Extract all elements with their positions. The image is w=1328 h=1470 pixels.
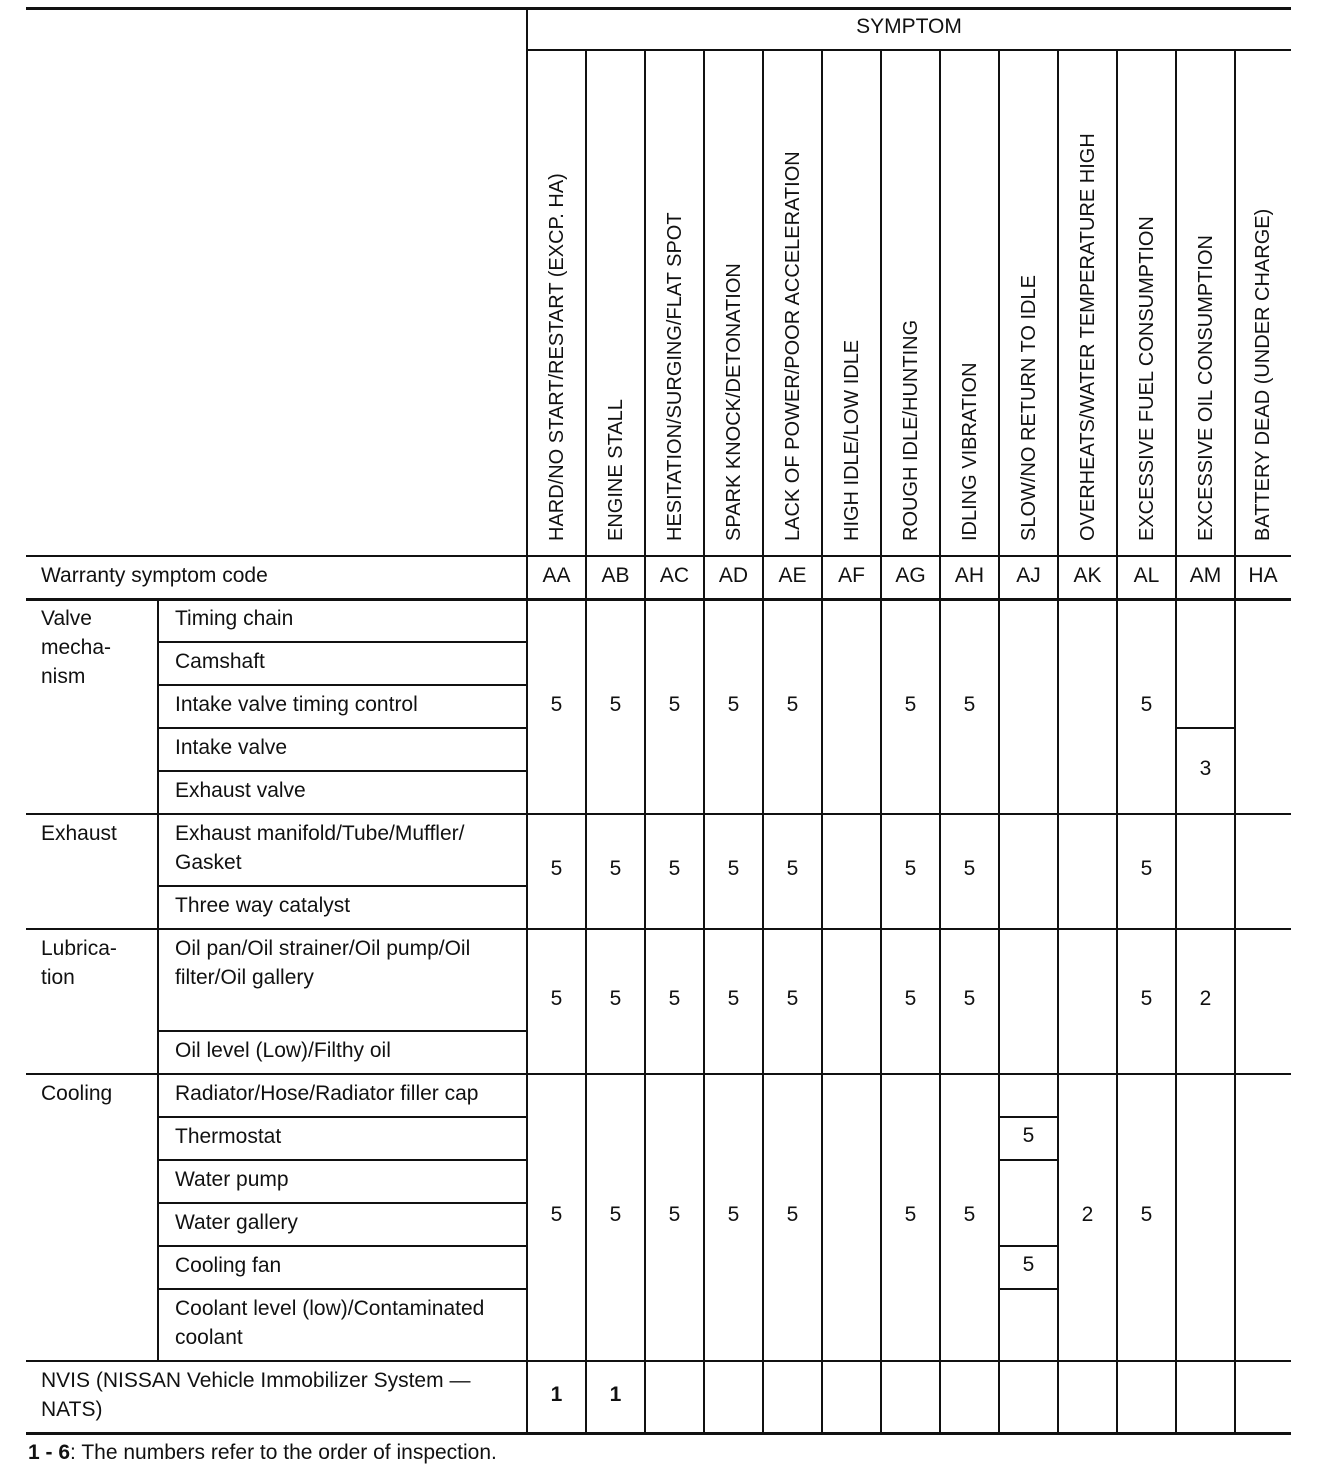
value-lubrication-ab: 5 [609, 987, 622, 1010]
item-three-way-catalyst: Three way catalyst [175, 894, 351, 917]
item-timing-chain: Timing chain [175, 607, 294, 630]
footnote [28, 1441, 497, 1465]
item-oil-pan: filter/Oil gallery [175, 966, 314, 989]
value-exhaust-ac: 5 [668, 857, 681, 880]
value-lubrication-al: 5 [1140, 987, 1153, 1010]
warranty-code-label: Warranty symptom code [41, 564, 268, 587]
column-rule [157, 1074, 159, 1361]
value-exhaust-ad: 5 [727, 857, 740, 880]
value-cooling-ag: 5 [904, 1203, 917, 1226]
item-water-gallery: Water gallery [175, 1211, 298, 1234]
row-rule [158, 1030, 527, 1032]
column-rule [1057, 50, 1059, 1433]
row-rule [158, 1288, 527, 1290]
value-valve-ag: 5 [904, 693, 917, 716]
value-cooling-al: 5 [1140, 1203, 1153, 1226]
value-cooling-ac: 5 [668, 1203, 681, 1226]
value-cooling-ak: 2 [1081, 1203, 1094, 1226]
value-exhaust-ah: 5 [963, 857, 976, 880]
group-label-valve-mechanism: Valve [41, 607, 92, 630]
footnote-text: : The numbers refer to the order of inspection. [70, 1441, 497, 1464]
value-lubrication-ae: 5 [786, 987, 799, 1010]
warranty-code-aa: AA [542, 564, 571, 587]
column-header-aj: SLOW/NO RETURN TO IDLE [1017, 275, 1040, 541]
column-rule [1175, 50, 1177, 1433]
value-exhaust-aa: 5 [550, 857, 563, 880]
column-rule [157, 929, 159, 1074]
value-valve-ab: 5 [609, 693, 622, 716]
item-coolant-level: Coolant level (low)/Contaminated [175, 1297, 485, 1320]
row-rule [26, 1073, 1291, 1075]
item-cooling-fan: Cooling fan [175, 1254, 282, 1277]
group-label-valve-mechanism: mecha- [41, 636, 112, 659]
warranty-code-ac: AC [659, 564, 690, 587]
value-valve-ad: 5 [727, 693, 740, 716]
value-lubrication-ad: 5 [727, 987, 740, 1010]
column-rule [526, 8, 528, 1433]
column-rule [157, 814, 159, 929]
value-nvis-ab: 1 [609, 1383, 622, 1406]
group-label-lubrication: Lubrica- [41, 937, 117, 960]
row-rule [158, 1245, 527, 1247]
item-oil-pan: Oil pan/Oil strainer/Oil pump/Oil [175, 937, 471, 960]
warranty-code-ad: AD [718, 564, 749, 587]
value-valve-aa: 5 [550, 693, 563, 716]
column-rule [644, 50, 646, 1433]
value-exhaust-ag: 5 [904, 857, 917, 880]
column-header-ab: ENGINE STALL [604, 399, 627, 541]
item-thermostat: Thermostat [175, 1125, 282, 1148]
value-valve-ae: 5 [786, 693, 799, 716]
row-rule [158, 641, 527, 643]
item-intake-valve: Intake valve [175, 736, 288, 759]
row-rule [1176, 727, 1235, 729]
column-header-am: EXCESSIVE OIL CONSUMPTION [1194, 235, 1217, 541]
column-rule [880, 50, 882, 1433]
row-rule [26, 1432, 1291, 1435]
row-rule [158, 684, 527, 686]
footnote-range: 1 - 6 [28, 1441, 71, 1464]
column-header-aa: HARD/NO START/RESTART (EXCP. HA) [545, 173, 568, 541]
row-rule [26, 7, 1291, 10]
row-rule [999, 1288, 1058, 1290]
value-cooling-aj-thermostat: 5 [1022, 1124, 1035, 1147]
row-rule [158, 1159, 527, 1161]
item-exhaust-valve: Exhaust valve [175, 779, 306, 802]
warranty-code-aj: AJ [1016, 564, 1041, 587]
row-rule [999, 1159, 1058, 1161]
warranty-code-am: AM [1189, 564, 1222, 587]
column-rule [762, 50, 764, 1433]
value-lubrication-am: 2 [1199, 987, 1212, 1010]
warranty-code-ha: HA [1248, 564, 1278, 587]
item-exhaust-manifold: Gasket [175, 851, 242, 874]
row-rule [999, 1116, 1058, 1118]
column-rule [821, 50, 823, 1433]
group-label-cooling: Cooling [41, 1082, 113, 1105]
row-rule [26, 1360, 1291, 1362]
column-rule [998, 50, 1000, 1433]
column-rule [585, 50, 587, 1433]
item-water-pump: Water pump [175, 1168, 289, 1191]
row-rule [26, 813, 1291, 815]
symptom-header: SYMPTOM [856, 15, 962, 38]
value-cooling-ad: 5 [727, 1203, 740, 1226]
value-exhaust-ae: 5 [786, 857, 799, 880]
value-cooling-aj-cooling-fan: 5 [1022, 1253, 1035, 1276]
value-valve-am: 3 [1199, 757, 1212, 780]
row-rule [26, 598, 1291, 601]
warranty-code-af: AF [838, 564, 865, 587]
item-radiator: Radiator/Hose/Radiator filler cap [175, 1082, 479, 1105]
row-rule [26, 555, 1291, 557]
item-oil-level: Oil level (Low)/Filthy oil [175, 1039, 391, 1062]
row-rule [158, 770, 527, 772]
column-header-ac: HESITATION/SURGING/FLAT SPOT [663, 212, 686, 541]
column-rule [1234, 50, 1236, 1433]
item-exhaust-manifold: Exhaust manifold/Tube/Muffler/ [175, 822, 465, 845]
group-label-nvis: NVIS (NISSAN Vehicle Immobilizer System — [41, 1369, 471, 1392]
value-nvis-aa: 1 [550, 1383, 563, 1406]
group-label-nvis: NATS) [41, 1398, 103, 1421]
value-valve-ah: 5 [963, 693, 976, 716]
warranty-code-ae: AE [778, 564, 807, 587]
row-rule [26, 928, 1291, 930]
item-coolant-level: coolant [175, 1326, 243, 1349]
column-header-ak: OVERHEATS/WATER TEMPERATURE HIGH [1076, 133, 1099, 541]
row-rule [158, 727, 527, 729]
group-label-lubrication: tion [41, 966, 75, 989]
column-rule [939, 50, 941, 1433]
item-intake-valve-timing-control: Intake valve timing control [175, 693, 418, 716]
row-rule [158, 1116, 527, 1118]
value-cooling-aa: 5 [550, 1203, 563, 1226]
value-lubrication-ag: 5 [904, 987, 917, 1010]
column-header-al: EXCESSIVE FUEL CONSUMPTION [1135, 216, 1158, 541]
value-valve-ac: 5 [668, 693, 681, 716]
item-camshaft: Camshaft [175, 650, 265, 673]
warranty-code-ag: AG [895, 564, 926, 587]
warranty-code-ab: AB [601, 564, 630, 587]
value-valve-al: 5 [1140, 693, 1153, 716]
column-header-ag: ROUGH IDLE/HUNTING [899, 319, 922, 541]
value-lubrication-ah: 5 [963, 987, 976, 1010]
value-cooling-ah: 5 [963, 1203, 976, 1226]
column-header-ha: BATTERY DEAD (UNDER CHARGE) [1252, 208, 1274, 541]
value-lubrication-ac: 5 [668, 987, 681, 1010]
value-cooling-ab: 5 [609, 1203, 622, 1226]
column-header-af: HIGH IDLE/LOW IDLE [840, 339, 863, 541]
column-header-ah: IDLING VIBRATION [958, 362, 981, 541]
group-label-exhaust: Exhaust [41, 822, 117, 845]
value-cooling-ae: 5 [786, 1203, 799, 1226]
warranty-code-ak: AK [1073, 564, 1102, 587]
column-header-ad: SPARK KNOCK/DETONATION [722, 263, 745, 541]
column-rule [157, 599, 159, 814]
row-rule [158, 885, 527, 887]
column-rule [1116, 50, 1118, 1433]
group-label-valve-mechanism: nism [41, 665, 86, 688]
column-rule [703, 50, 705, 1433]
row-rule [158, 1202, 527, 1204]
column-header-ae: LACK OF POWER/POOR ACCELERATION [781, 151, 804, 541]
value-lubrication-aa: 5 [550, 987, 563, 1010]
value-exhaust-al: 5 [1140, 857, 1153, 880]
value-exhaust-ab: 5 [609, 857, 622, 880]
warranty-code-ah: AH [954, 564, 985, 587]
warranty-code-al: AL [1133, 564, 1160, 587]
row-rule [999, 1245, 1058, 1247]
